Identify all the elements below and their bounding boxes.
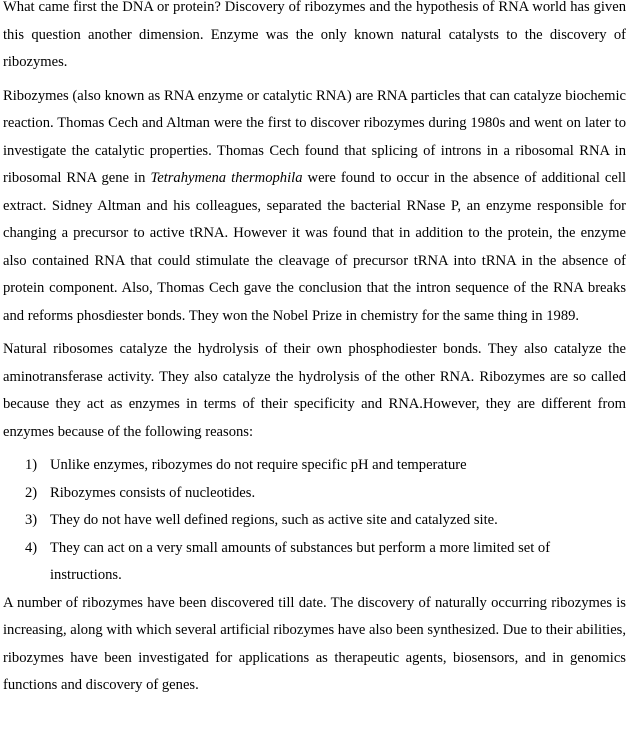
paragraph-ribozymes-discovery	[3, 83, 626, 331]
paragraph-text: Ribozymes (also known as RNA enzyme or catalytic RNA) are RNA particles that can catalyze biochemic reaction. Thomas Cech and Altman were the first to discover ribozymes during 1980s and went on later to investigate the catalytic properties. Thomas Cech found that splicing of introns in a ribosomal RNA in ribosomal RNA gene in	[3, 87, 626, 186]
list-number: 1)	[25, 457, 38, 473]
list-item	[25, 535, 622, 590]
list-text: They can act on a very small amounts of substances but perform a more limited set of instructions.	[50, 539, 551, 583]
paragraph-intro: What came first the DNA or protein? Discovery of ribozymes and the hypothesis of RNA world has given this question another dimension. Enzyme was the only known natural catalysts to the discovery of ribozymes.	[3, 0, 626, 70]
paragraph-natural-ribosomes: Natural ribosomes catalyze the hydrolysis of their own phosphodiester bonds. They also catalyze the aminotransferase activity. They also catalyze the hydrolysis of the other RNA. Ribozymes are so called because they act as enzymes in terms of their specificity and RNA.However, they are different from enzymes because of the following reasons:	[3, 341, 626, 440]
list-text: They do not have well defined regions, such as active site and catalyzed site.	[50, 512, 498, 528]
list-item	[25, 452, 622, 480]
list-number: 2)	[25, 484, 38, 501]
list-number: 4)	[25, 539, 38, 556]
species-name: Tetrahymena thermophila	[150, 170, 303, 186]
list-number: 3)	[25, 512, 38, 528]
list-text: Unlike enzymes, ribozymes do not require specific pH and temperature	[50, 457, 467, 473]
list-item	[25, 480, 622, 508]
reasons-list	[3, 452, 626, 590]
list-item	[25, 507, 622, 535]
paragraph-applications: A number of ribozymes have been discovered till date. The discovery of naturally occurring ribozymes is increasing, along with which several artificial ribozymes have also been synthesized. Due to their abilities, ribozymes have been investigated for applications as therapeutic agents, biosensors, and in genomics functions and discovery of genes.	[3, 594, 626, 693]
paragraph-text: were found to occur in the absence of additional cell extract. Sidney Altman and his colleagues, separated the bacterial RNase P, an enzyme responsible for changing a precursor to active tRNA. However it was found that in addition to the protein, the enzyme also contained RNA that could stimulate the cleavage of precursor tRNA into tRNA in the absence of protein component. Also, Thomas Cech gave the conclusion that the intron sequence of the RNA breaks and reforms phosdiester bonds. They won the Nobel Prize in chemistry for the same thing in 1989.	[3, 170, 626, 324]
list-text: Ribozymes consists of nucleotides.	[50, 484, 256, 501]
